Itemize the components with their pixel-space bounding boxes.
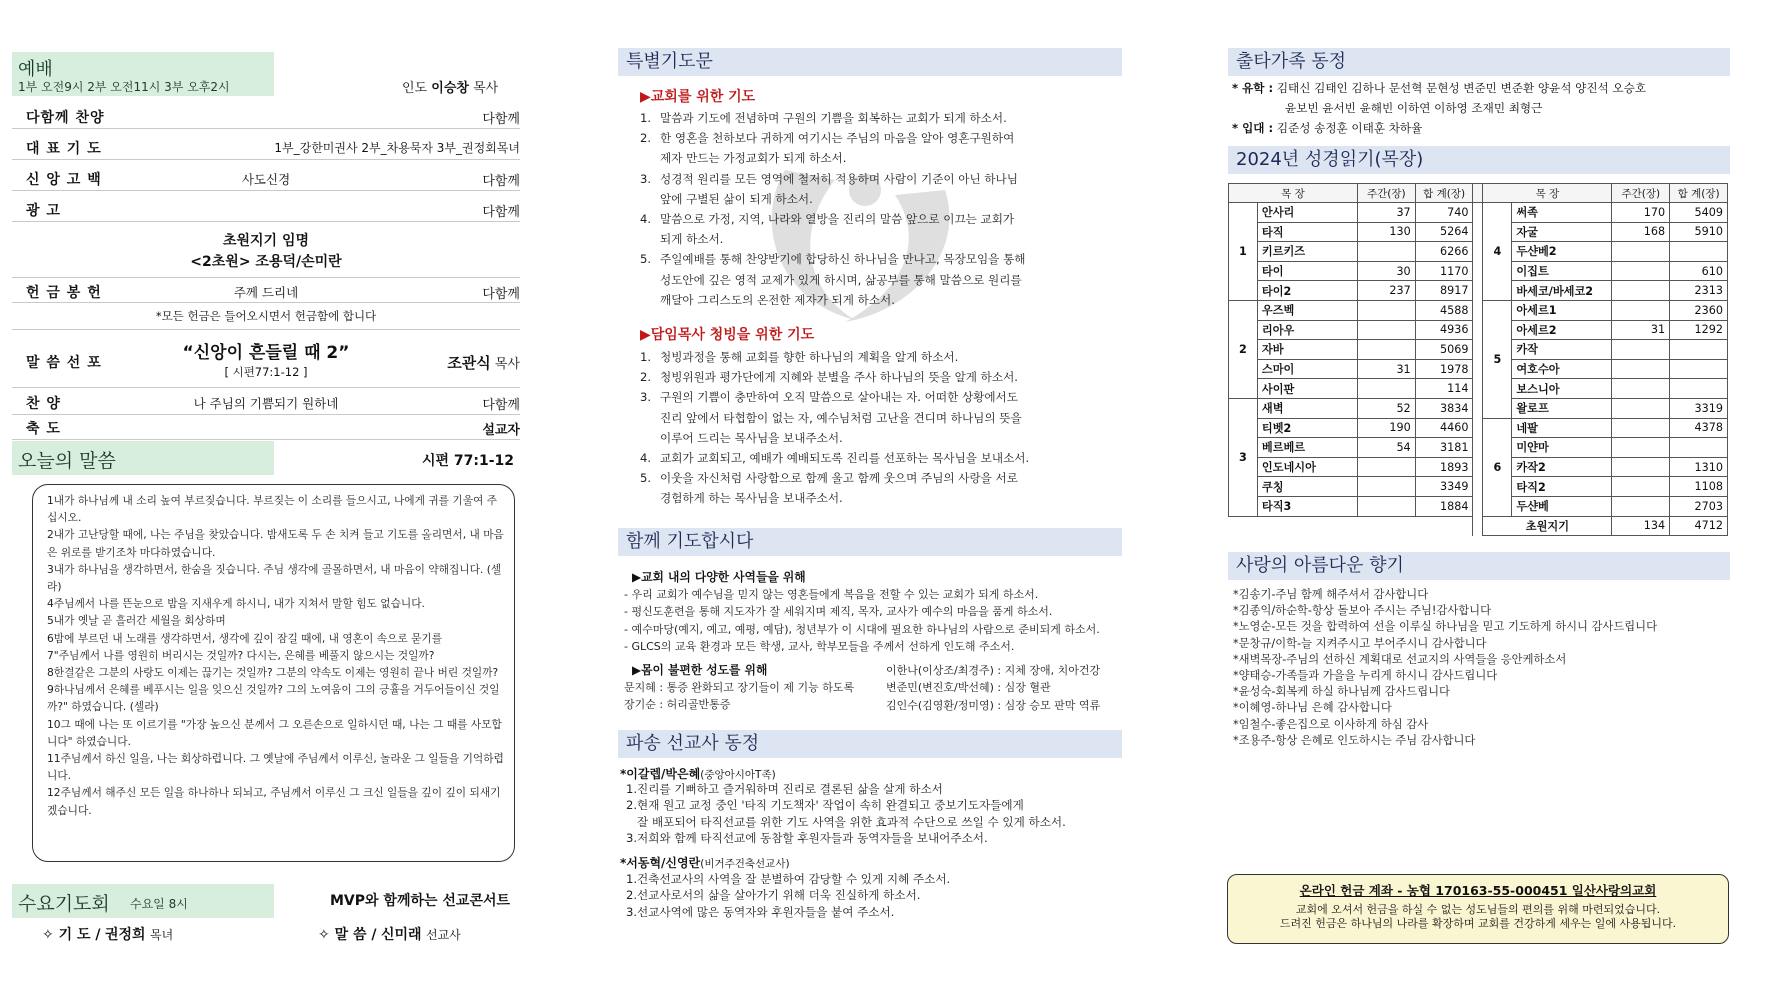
table-cell: 5264 — [1415, 222, 1473, 242]
table-cell — [1670, 379, 1728, 399]
table-cell — [1612, 379, 1670, 399]
list-item: 2.현재 원고 교정 중인 '타직 기도책자' 작업이 속히 완결되고 중보기도자들에게 — [626, 798, 1024, 813]
missionary-1-list — [626, 781, 1066, 847]
table-cell: 이집트 — [1512, 261, 1612, 281]
table-cell: 안사리 — [1257, 203, 1357, 223]
table-cell — [1612, 300, 1670, 320]
list-item: 잘 배포되어 타직선교를 위한 기도 사역을 위한 효과적 수단으로 쓰일 수 있게 하소서. — [626, 814, 1066, 829]
worship-header — [12, 52, 274, 96]
table-row — [1229, 281, 1728, 301]
col-header: 합 계(장) — [1415, 184, 1473, 203]
table-cell: 6266 — [1415, 242, 1473, 262]
ministry-title: ▶교회 내의 다양한 사역들을 위해 — [632, 570, 806, 584]
table-cell: 바세코/바세코2 — [1512, 281, 1612, 301]
today-ref: 시편 77:1-12 — [422, 453, 515, 469]
table-cell — [1612, 261, 1670, 281]
list-item: 3. 구원의 기쁨이 충만하여 오직 말씀으로 살아내는 자. 어떠한 상황에서도 진리 앞에서 타협함이 없는 자, 예수님처럼 고난을 견디며 하나님의 뜻을 이루어 드리는 목사님을 보내주소서. — [640, 390, 1022, 445]
table-cell: 아세르1 — [1512, 300, 1612, 320]
list-item: 2. 청빙위원과 평가단에게 지혜와 분별을 주사 하나님의 뜻을 알게 하소서. — [640, 370, 1018, 385]
order-row-offering: 헌 금 봉 헌 주께 드리네 다함께 — [12, 277, 520, 303]
table-cell: 4 — [1483, 203, 1512, 301]
list-item: *임철수-좋은집으로 이사하게 하심 감사 — [1233, 717, 1429, 731]
list-item: - 평신도훈련을 통해 지도자가 잘 세워지며 제직, 목자, 교사가 예수의 마음을 품게 하소서. — [624, 605, 1053, 619]
online-offering-note: 교회에 오셔서 헌금을 하실 수 없는 성도님들의 편의를 위해 마련되었습니다. 드려진 헌금은 하나님의 나라를 확장하며 교회를 건강하게 세우는 일에 사용됩니다. — [1279, 903, 1677, 930]
sermon-ref: [ 시편77:1-12 ] — [224, 365, 308, 379]
table-cell: 6 — [1483, 418, 1512, 516]
list-item: 5. 이웃을 자신처럼 사랑함으로 함께 울고 함께 웃으며 주님의 사랑을 서로 경험하게 하는 목사님을 보내주소서. — [640, 471, 1018, 506]
verse: 7"주님께서 나를 영원히 버리시는 것일까? 다시는, 은혜를 베풀지 않으시는 것일까? — [47, 648, 435, 662]
verse: 12주님께서 해주신 모든 일을 하나하나 되뇌고, 주님께서 이루신 그 크신 일들을 깊이 깊이 되새기겠습니다. — [47, 786, 501, 817]
table-cell: 3319 — [1670, 398, 1728, 418]
list-item: - 예수마당(예지, 예고, 예평, 예담), 청년부가 이 시대에 필요한 하나님의 사람으로 준비되게 하소서. — [624, 622, 1100, 636]
today-header — [12, 441, 274, 475]
offering-note: *모든 헌금은 들어오시면서 헌금함에 합니다 — [12, 304, 520, 330]
table-cell: 54 — [1357, 438, 1415, 458]
table-cell: 190 — [1357, 418, 1415, 438]
pastor-prayer-list — [640, 347, 1120, 509]
table-cell: 130 — [1357, 222, 1415, 242]
table-cell: 168 — [1612, 222, 1670, 242]
table-cell: 1884 — [1415, 496, 1473, 516]
together-header: 함께 기도합시다 — [618, 528, 1122, 556]
table-cell: 자바 — [1257, 340, 1357, 360]
order-row-creed: 신 앙 고 백 사도신경 다함께 — [12, 165, 520, 191]
table-cell — [1357, 320, 1415, 340]
list-item: *이혜영-하나님 은혜 감사합니다 — [1233, 701, 1392, 715]
table-cell: 우즈벡 — [1257, 300, 1357, 320]
table-cell: 37 — [1357, 203, 1415, 223]
table-cell: 보스니아 — [1512, 379, 1612, 399]
table-cell: 4712 — [1670, 516, 1728, 536]
verse: 4주님께서 나를 뜬눈으로 밤을 지새우게 하시니, 내가 지쳐서 말할 힘도 없습니다. — [47, 597, 425, 611]
table-cell: 타직 — [1257, 222, 1357, 242]
table-cell: 초원지기 — [1483, 516, 1612, 536]
table-cell: 1292 — [1670, 320, 1728, 340]
sick-list-left — [624, 679, 854, 714]
wednesday-time: 수요일 8시 — [130, 897, 188, 911]
table-cell: 5 — [1483, 300, 1512, 418]
sick-list-right — [886, 662, 1100, 714]
table-cell: 31 — [1612, 320, 1670, 340]
list-item: 2. 한 영혼을 천하보다 귀하게 여기시는 주님의 마음을 알아 영혼구원하여 제자 만드는 가정교회가 되게 하소서. — [640, 131, 1015, 166]
special-prayer-header: 특별기도문 — [618, 48, 1122, 76]
list-item: 1. 말씀과 기도에 전념하며 구원의 기쁨을 회복하는 교회가 되게 하소서. — [640, 111, 1007, 125]
table-cell: 새벽 — [1257, 398, 1357, 418]
table-cell: 타직3 — [1257, 496, 1357, 516]
table-cell — [1612, 398, 1670, 418]
verse: 3내가 하나님을 생각하면서, 한숨을 짓습니다. 주님 생각에 골몰하면서, 내 마음이 약해집니다. (셀라) — [47, 562, 502, 594]
table-cell: 자굴 — [1512, 222, 1612, 242]
verse: 6밤에 부르던 내 노래를 생각하면서, 생각에 깊이 잠길 때에, 내 영혼이 속으로 묻기를 — [47, 631, 443, 645]
table-cell: 키르키즈 — [1257, 242, 1357, 262]
table-cell: 두샨베 — [1512, 496, 1612, 516]
appointment-line1: 초원지기 임명 — [222, 233, 310, 249]
table-row — [1229, 300, 1728, 320]
table-row — [1229, 340, 1728, 360]
table-cell — [1670, 340, 1728, 360]
table-row — [1229, 477, 1728, 497]
table-cell: 740 — [1415, 203, 1473, 223]
list-item: *양태승-가족들과 가을을 누리게 하시니 감사드립니다 — [1233, 669, 1498, 683]
table-row — [1229, 242, 1728, 262]
table-cell: 1893 — [1415, 457, 1473, 477]
list-item: *노영순-모든 것을 합력하여 선을 이루실 하나님을 믿고 기도하게 하시니 감사드립니다 — [1233, 620, 1657, 634]
order-row-praise: 다함께 찬양 다함께 — [12, 103, 520, 129]
order-row-benediction: 축 도 설교자 — [12, 414, 520, 440]
table-cell: 134 — [1612, 516, 1670, 536]
table-cell: 3181 — [1415, 438, 1473, 458]
verse: 2내가 고난당할 때에, 나는 주님을 찾았습니다. 밤새도록 두 손 치켜 들고 기도를 올리면서, 내 마음은 위로를 받기조차 마다하였습니다. — [47, 528, 504, 559]
table-cell: 3 — [1229, 398, 1258, 516]
table-cell: 스마이 — [1257, 359, 1357, 379]
table-row — [1229, 359, 1728, 379]
table-cell: 1978 — [1415, 359, 1473, 379]
worship-title: 예배 — [18, 59, 53, 80]
list-item: 3.저희와 함께 타직선교에 동참할 후원자들과 동역자들을 보내어주소서. — [626, 831, 988, 846]
list-item: 3. 성경적 원리를 모든 영역에 철저히 적용하며 사람이 기준이 아닌 하나님 앞에 구별된 삶이 되게 하소서. — [640, 171, 1018, 206]
table-cell: 114 — [1415, 379, 1473, 399]
table-cell — [1612, 418, 1670, 438]
table-cell: 30 — [1357, 261, 1415, 281]
table-cell: 31 — [1357, 359, 1415, 379]
pastor-prayer-title: ▶담임목사 청빙을 위한 기도 — [640, 327, 815, 343]
table-cell: 4460 — [1415, 418, 1473, 438]
table-cell: 52 — [1357, 398, 1415, 418]
table-cell — [1357, 340, 1415, 360]
family-header: 출타가족 동정 — [1228, 48, 1730, 76]
table-row — [1229, 203, 1728, 223]
wednesday-prayer: ✧ 기 도 / 권정희 목녀 — [42, 927, 174, 943]
verse: 11주님께서 하신 일을, 나는 회상하렵니다. 그 옛날에 주님께서 이루신, 놀라운 그 일들을 기억하렵니다. — [47, 752, 504, 783]
sermon-title: “신앙이 흔들릴 때 2” — [182, 343, 350, 363]
table-cell — [1612, 340, 1670, 360]
list-item: 이한나(이상조/최경주) : 지체 장애, 치아건강 — [886, 664, 1101, 677]
table-cell — [1612, 438, 1670, 458]
table-cell — [1612, 359, 1670, 379]
col-header: 주간(장) — [1357, 184, 1415, 203]
verse: 8한결같은 그분의 사랑도 이제는 끊기는 것일까? 그분의 약속도 이제는 영원히 끝나 버린 것일까? — [47, 666, 499, 680]
bible-reading-header: 2024년 성경읽기(목장) — [1228, 146, 1730, 174]
table-cell — [1357, 496, 1415, 516]
table-cell: 여호수아 — [1512, 359, 1612, 379]
table-cell: 1170 — [1415, 261, 1473, 281]
list-item: *김종익/하순학-항상 돌보아 주시는 주님!감사합니다 — [1233, 604, 1492, 618]
table-cell: 사이판 — [1257, 379, 1357, 399]
table-cell: 2 — [1229, 300, 1258, 398]
table-cell: 1310 — [1670, 457, 1728, 477]
ministry-list — [624, 586, 1100, 656]
list-item: 4. 말씀으로 가정, 지역, 나라와 열방을 진리의 말씀 앞으로 이끄는 교회가 되게 하소서. — [640, 212, 1015, 247]
thanks-header: 사랑의 아름다운 향기 — [1228, 552, 1730, 580]
table-cell — [1612, 457, 1670, 477]
verse: 5내가 옛날 곧 흘러간 세월을 회상하며 — [47, 614, 226, 628]
missionary-2-name: *서동혁/신영란(비거주건축선교사) — [620, 856, 790, 870]
table-cell: 쿠칭 — [1257, 477, 1357, 497]
list-item: 5. 주일예배를 통해 찬양받기에 합당하신 하나님을 만나고, 목장모임을 통해 성도안에 깊은 영적 교제가 있게 하시며, 삶공부를 통해 말씀으로 원리를 깨달아 그리스도의 온전한 제자가 되게 하소서. — [640, 252, 1026, 307]
table-cell: 2703 — [1670, 496, 1728, 516]
table-cell — [1612, 496, 1670, 516]
missionary-1-name: *이갈렙/박은혜(중앙아시아T족) — [620, 767, 776, 781]
list-item: 변준민(변진호/박선혜) : 심장 혈관 — [886, 681, 1051, 695]
sermon-row: 말 씀 선 포 “신앙이 흔들릴 때 2” [ 시편77:1-12 ] 조관식 목사 — [12, 334, 520, 388]
list-item: 1.진리를 기뻐하고 즐거워하며 진리로 결론된 삶을 살게 하소서 — [626, 782, 943, 796]
table-cell: 4378 — [1670, 418, 1728, 438]
list-item: 1. 청빙과정을 통해 교회를 향한 하나님의 계획을 알게 하소서. — [640, 350, 959, 364]
table-cell: 170 — [1612, 203, 1670, 223]
list-item: *윤성숙-회복케 하실 하나님께 감사드립니다 — [1233, 685, 1450, 699]
table-cell: 8917 — [1415, 281, 1473, 301]
col-header: 합 계(장) — [1670, 184, 1728, 203]
church-prayer-title: ▶교회를 위한 기도 — [640, 89, 756, 105]
table-cell: 두샨베2 — [1512, 242, 1612, 262]
table-cell: 티벳2 — [1257, 418, 1357, 438]
table-cell: 타이2 — [1257, 281, 1357, 301]
list-item: 김인수(김영환/정미영) : 심장 승모 판막 역류 — [886, 698, 1101, 712]
verse: 1내가 하나님께 내 소리 높여 부르짖습니다. 부르짖는 이 소리를 들으시고, 나에게 귀를 기울여 주십시오. — [47, 494, 498, 525]
church-prayer-list — [640, 108, 1120, 310]
list-item: 4. 교회가 교회되고, 예배가 예배되도록 진리를 선포하는 목사님을 보내소서. — [640, 451, 1030, 466]
table-header-row — [1229, 184, 1728, 203]
list-item: 1.건축선교사의 사역을 잘 분별하여 감당할 수 있게 지혜 주소서. — [626, 872, 951, 886]
table-cell: 2313 — [1670, 281, 1728, 301]
table-cell — [1612, 477, 1670, 497]
missionary-2-list — [626, 871, 950, 920]
sermon-preacher: 조관식 목사 — [447, 354, 520, 372]
table-cell: 타직2 — [1512, 477, 1612, 497]
table-cell: 타이 — [1257, 261, 1357, 281]
table-cell: 610 — [1670, 261, 1728, 281]
table-cell: 네팔 — [1512, 418, 1612, 438]
table-cell — [1357, 457, 1415, 477]
table-cell: 237 — [1357, 281, 1415, 301]
table-row — [1229, 516, 1728, 536]
table-cell — [1612, 281, 1670, 301]
thanks-list — [1233, 587, 1657, 749]
table-row — [1229, 398, 1728, 418]
missionary-header: 파송 선교사 동정 — [618, 730, 1122, 758]
list-item: 3.선교사역에 많은 동역자와 후원자들을 붙여 주소서. — [626, 904, 895, 919]
table-cell: 3834 — [1415, 398, 1473, 418]
table-cell: 1108 — [1670, 477, 1728, 497]
table-cell — [1670, 242, 1728, 262]
table-cell: 2360 — [1670, 300, 1728, 320]
list-item: *문창규/이학-늘 지켜주시고 부어주시니 감사합니다 — [1233, 636, 1487, 650]
table-cell: 베르베르 — [1257, 438, 1357, 458]
table-cell: 5069 — [1415, 340, 1473, 360]
table-cell — [1357, 300, 1415, 320]
list-item: *새벽목장-주님의 선하신 계획대로 선교지의 사역들을 응안케하소서 — [1233, 652, 1567, 666]
online-offering-box — [1227, 874, 1729, 944]
table-cell — [1357, 242, 1415, 262]
list-item: - 우리 교회가 예수님을 믿지 않는 영혼들에게 복음을 전할 수 있는 교회가 되게 하소서. — [624, 588, 1039, 601]
wednesday-mvp: MVP와 함께하는 선교콘서트 — [330, 893, 511, 909]
table-row — [1229, 222, 1728, 242]
worship-leader: 인도 이승창 목사 — [402, 81, 499, 96]
table-cell: 인도네시아 — [1257, 457, 1357, 477]
table-cell: 5409 — [1670, 203, 1728, 223]
table-cell: 써족 — [1512, 203, 1612, 223]
table-cell: 미얀마 — [1512, 438, 1612, 458]
table-cell: 4588 — [1415, 300, 1473, 320]
worship-times: 1부 오전9시 2부 오전11시 3부 오후2시 — [18, 80, 230, 94]
today-title: 오늘의 말씀 — [18, 450, 116, 472]
table-cell — [1357, 379, 1415, 399]
family-study-2: 윤보빈 윤서빈 윤해빈 이하연 이하영 조재민 최형근 — [1285, 101, 1543, 115]
wednesday-title: 수요기도회 — [18, 893, 110, 915]
col-header: 목 장 — [1229, 184, 1358, 203]
verse: 9하나님께서 은혜를 베푸시는 일을 잊으신 것일까? 그의 노여움이 그의 긍휼을 거두어들이신 것일까?" 하였습니다. (셀라) — [47, 683, 500, 714]
verse: 10그 때에 나는 또 이르기를 "가장 높으신 분께서 그 오른손으로 일하시던 때, 나는 그 때를 사모합니다" 하였습니다. — [47, 717, 502, 748]
list-item: *조용주-항상 은혜로 인도하시는 주님 감사합니다 — [1233, 733, 1476, 747]
list-item: 문지혜 : 통증 완화되고 장기들이 제 기능 하도록 — [624, 681, 855, 694]
psalm-box — [32, 484, 515, 862]
table-cell: 3349 — [1415, 477, 1473, 497]
appointment-line2: <2초원> 조용덕/손미란 — [190, 254, 342, 270]
table-cell — [1670, 359, 1728, 379]
table-cell: 카작2 — [1512, 457, 1612, 477]
col-header: 목 장 — [1483, 184, 1612, 203]
list-item: 장기순 : 허리골반통증 — [624, 698, 731, 712]
family-study: * 유학 : 김태신 김태인 김하나 문선혁 문현성 변준민 변준환 양윤석 양진석 오승호 — [1232, 81, 1647, 95]
order-row-hymn: 찬 양 나 주님의 기쁨되기 원하네 다함께 — [12, 389, 520, 415]
list-item: 2.선교사로서의 삶을 살아가기 위해 더욱 진실하게 하소서. — [626, 888, 921, 903]
sick-title: ▶몸이 불편한 성도를 위해 — [632, 663, 768, 677]
table-cell: 4936 — [1415, 320, 1473, 340]
table-cell: 5910 — [1670, 222, 1728, 242]
table-row — [1229, 261, 1728, 281]
table-cell: 아세르2 — [1512, 320, 1612, 340]
table-row — [1229, 379, 1728, 399]
order-row-prayer: 대 표 기 도 1부_강한미권사 2부_차용묵자 3부_권정회목녀 — [12, 134, 520, 160]
table-cell — [1357, 477, 1415, 497]
wednesday-header — [12, 884, 274, 918]
table-row — [1229, 496, 1728, 516]
table-cell: 리아우 — [1257, 320, 1357, 340]
family-army: * 입대 : 김준성 송정훈 이태훈 차하율 — [1232, 121, 1423, 135]
table-row — [1229, 457, 1728, 477]
table-cell: 카작 — [1512, 340, 1612, 360]
col-header: 주간(장) — [1612, 184, 1670, 203]
online-offering-account: 온라인 헌금 계좌 - 농협 170163-55-000451 일산사랑의교회 — [1299, 883, 1657, 898]
table-row — [1229, 418, 1728, 438]
table-row — [1229, 320, 1728, 340]
table-cell — [1612, 242, 1670, 262]
table-cell — [1670, 438, 1728, 458]
wednesday-word: ✧ 말 씀 / 신미래 선교사 — [318, 927, 461, 943]
table-row — [1229, 438, 1728, 458]
list-item: *김송기-주님 함께 해주셔서 감사합니다 — [1233, 588, 1429, 601]
table-cell: 왈로프 — [1512, 398, 1612, 418]
order-row-announcements: 광 고 다함께 — [12, 196, 520, 222]
bible-reading-table — [1228, 183, 1728, 536]
list-item: - GLCS의 교육 환경과 모든 학생, 교사, 학부모들을 주께서 선하게 인도해 주소서. — [624, 640, 1015, 654]
table-cell: 1 — [1229, 203, 1258, 301]
